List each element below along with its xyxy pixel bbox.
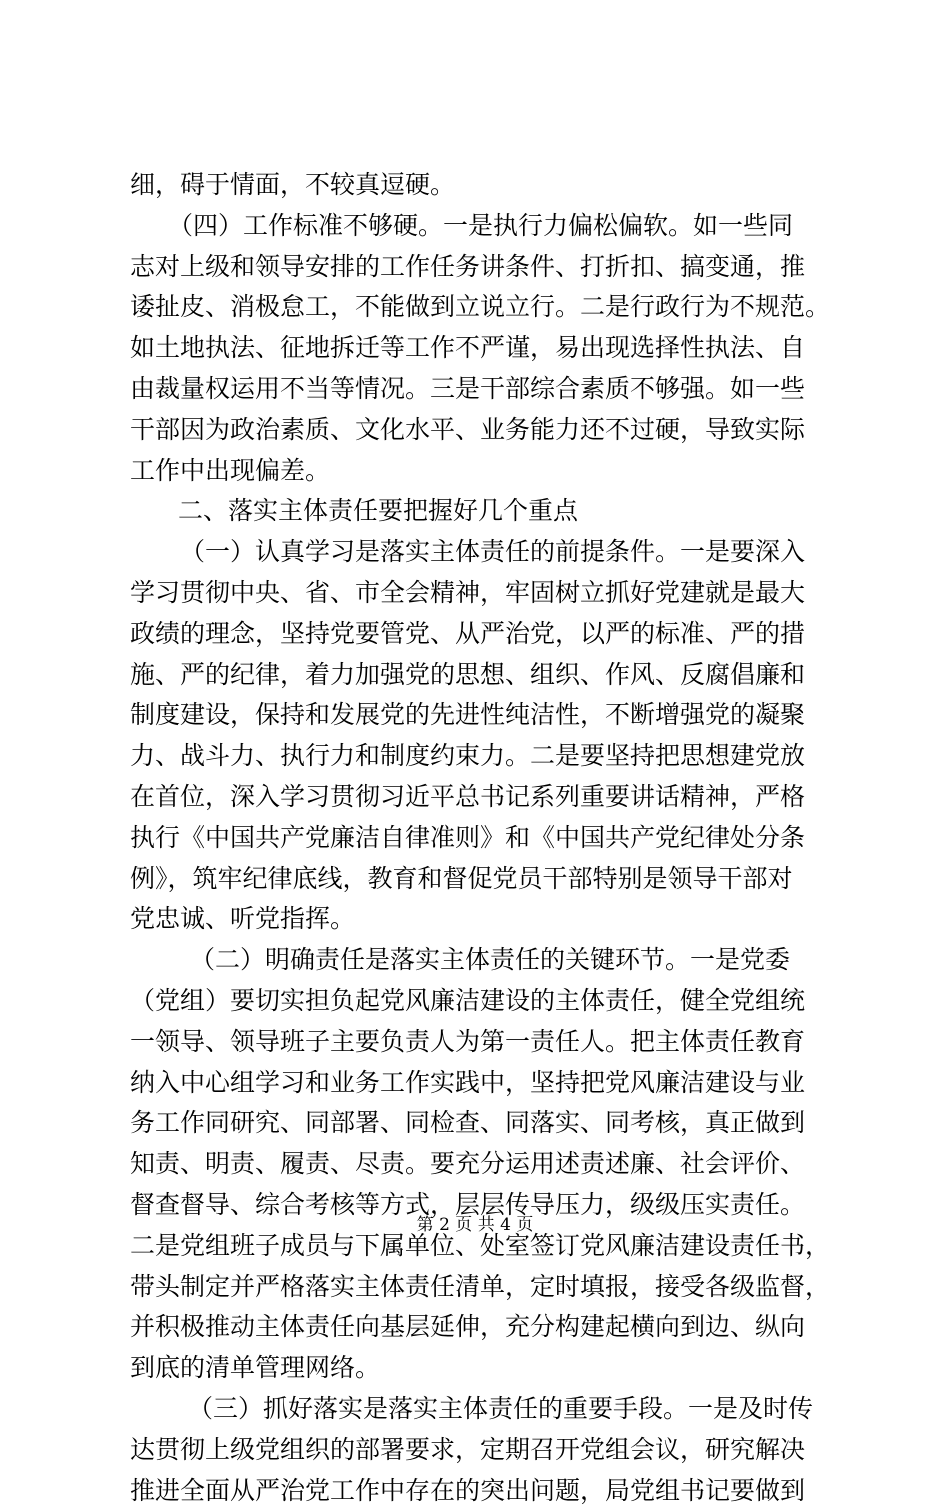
text-line: 在首位，深入学习贯彻习近平总书记系列重要讲话精神，严格: [130, 777, 845, 818]
text-line: 力、战斗力、执行力和制度约束力。二是要坚持把思想建党放: [130, 736, 845, 777]
text-line: 制度建设，保持和发展党的先进性纯洁性，不断增强党的凝聚: [130, 695, 845, 736]
text-line: 务工作同研究、同部署、同检查、同落实、同考核，真正做到: [130, 1103, 845, 1144]
text-line: 二是党组班子成员与下属单位、处室签订党风廉洁建设责任书，: [130, 1226, 845, 1267]
section-heading: 二、落实主体责任要把握好几个重点: [130, 491, 845, 532]
text-line: 并积极推动主体责任向基层延伸，充分构建起横向到边、纵向: [130, 1307, 845, 1348]
text-line: 党忠诚、听党指挥。: [130, 899, 845, 940]
text-line: （四）工作标准不够硬。一是执行力偏松偏软。如一些同: [130, 206, 845, 247]
document-body: [130, 165, 845, 1511]
text-line: （党组）要切实担负起党风廉洁建设的主体责任，健全党组统: [130, 981, 845, 1022]
text-line: 学习贯彻中央、省、市全会精神，牢固树立抓好党建就是最大: [130, 573, 845, 614]
text-line: 纳入中心组学习和业务工作实践中，坚持把党风廉洁建设与业: [130, 1063, 845, 1104]
text-line: 例》，筑牢纪律底线，教育和督促党员干部特别是领导干部对: [130, 859, 845, 900]
text-line: 到底的清单管理网络。: [130, 1348, 845, 1389]
text-line: 达贯彻上级党组织的部署要求，定期召开党组会议，研究解决: [130, 1430, 845, 1471]
text-line: 干部因为政治素质、文化水平、业务能力还不过硬，导致实际: [130, 410, 845, 451]
text-line: 督查督导、综合考核等方式，层层传导压力，级级压实责任。: [130, 1185, 845, 1226]
text-line: 知责、明责、履责、尽责。要充分运用述责述廉、社会评价、: [130, 1144, 845, 1185]
text-line: 执行《中国共产党廉洁自律准则》和《中国共产党纪律处分条: [130, 818, 845, 859]
text-line: 志对上级和领导安排的工作任务讲条件、打折扣、搞变通，推: [130, 247, 845, 288]
text-line: （一）认真学习是落实主体责任的前提条件。一是要深入: [130, 532, 845, 573]
text-line: 推进全面从严治党工作中存在的突出问题，局党组书记要做到: [130, 1471, 845, 1511]
text-line: 带头制定并严格落实主体责任清单，定时填报，接受各级监督，: [130, 1267, 845, 1308]
text-line: 工作中出现偏差。: [130, 451, 845, 492]
text-line: 一领导、领导班子主要负责人为第一责任人。把主体责任教育: [130, 1022, 845, 1063]
text-line: 施、严的纪律，着力加强党的思想、组织、作风、反腐倡廉和: [130, 655, 845, 696]
text-line: （三）抓好落实是落实主体责任的重要手段。一是及时传: [130, 1389, 845, 1430]
text-line: 细，碍于情面，不较真逗硬。: [130, 165, 845, 206]
text-line: 诿扯皮、消极怠工，不能做到立说立行。二是行政行为不规范。: [130, 287, 845, 328]
page-number-footer: 第 2 页 共 4 页: [0, 1215, 950, 1235]
text-line: （二）明确责任是落实主体责任的关键环节。一是党委: [130, 940, 845, 981]
text-line: 由裁量权运用不当等情况。三是干部综合素质不够强。如一些: [130, 369, 845, 410]
text-line: 如土地执法、征地拆迁等工作不严谨，易出现选择性执法、自: [130, 328, 845, 369]
text-line: 政绩的理念，坚持党要管党、从严治党，以严的标准、严的措: [130, 614, 845, 655]
